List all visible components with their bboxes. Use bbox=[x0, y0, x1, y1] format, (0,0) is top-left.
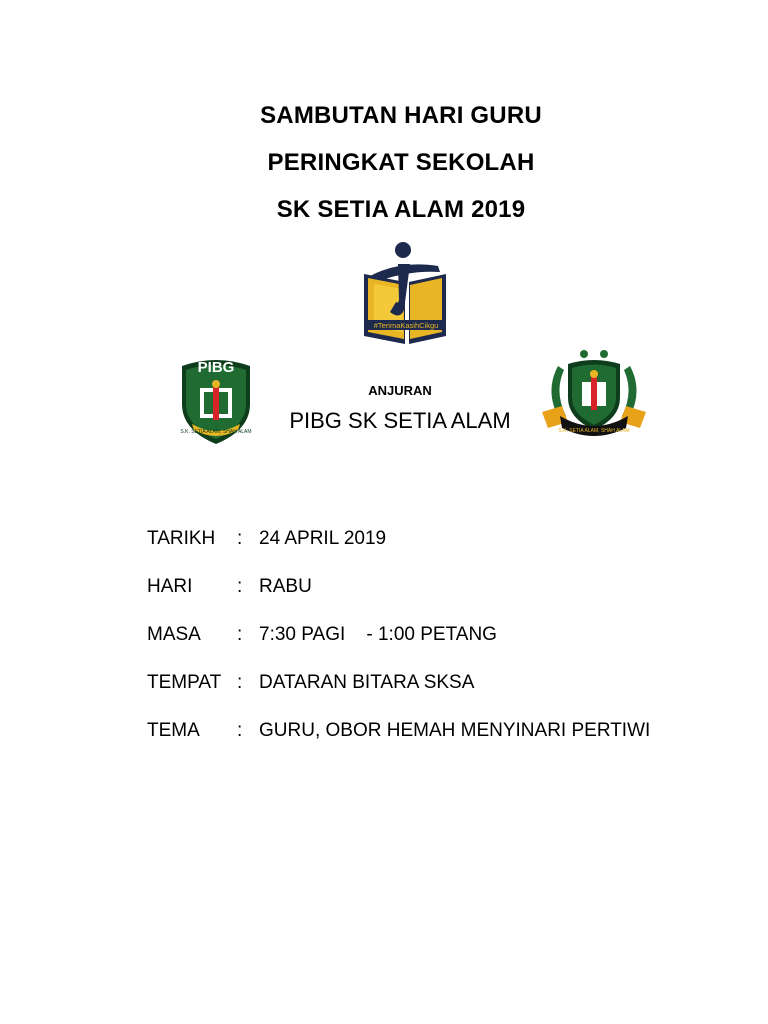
detail-label: HARI bbox=[147, 576, 193, 597]
detail-label: MASA bbox=[147, 624, 201, 645]
detail-colon: : bbox=[237, 672, 243, 693]
svg-text:S.K. SETIA ALAM, SHAH ALAM: S.K. SETIA ALAM, SHAH ALAM bbox=[558, 428, 630, 434]
detail-value: 24 APRIL 2019 bbox=[259, 528, 387, 549]
svg-text:S.K. SETIA ALAM, SHAH ALAM: S.K. SETIA ALAM, SHAH ALAM bbox=[180, 429, 252, 435]
detail-value: 7:30 PAGI - 1:00 PETANG bbox=[259, 624, 497, 645]
detail-colon: : bbox=[237, 624, 243, 645]
organizer-label: ANJURAN bbox=[368, 383, 432, 398]
detail-label: TARIKH bbox=[147, 528, 216, 549]
detail-value: DATARAN BITARA SKSA bbox=[259, 672, 475, 693]
document-title bbox=[0, 92, 768, 233]
svg-text:PIBG: PIBG bbox=[197, 359, 235, 376]
hari-guru-book-logo bbox=[360, 240, 454, 350]
detail-label: TEMPAT bbox=[147, 672, 222, 693]
pibg-shield-logo bbox=[176, 352, 256, 446]
detail-value: GURU, OBOR HEMAH MENYINARI PERTIWI bbox=[259, 720, 651, 741]
detail-colon: : bbox=[237, 528, 243, 549]
title-line-2: PERINGKAT SEKOLAH bbox=[267, 149, 535, 176]
detail-colon: : bbox=[237, 576, 243, 597]
svg-text:#TerimaKasihCikgu: #TerimaKasihCikgu bbox=[373, 321, 439, 330]
title-line-1: SAMBUTAN HARI GURU bbox=[260, 102, 542, 129]
detail-colon: : bbox=[237, 720, 243, 741]
organizer-name: PIBG SK SETIA ALAM bbox=[289, 408, 511, 433]
title-line-3: SK SETIA ALAM 2019 bbox=[276, 196, 526, 223]
detail-label: TEMA bbox=[147, 720, 200, 741]
school-crest-logo bbox=[538, 346, 650, 444]
detail-value: RABU bbox=[259, 576, 312, 597]
